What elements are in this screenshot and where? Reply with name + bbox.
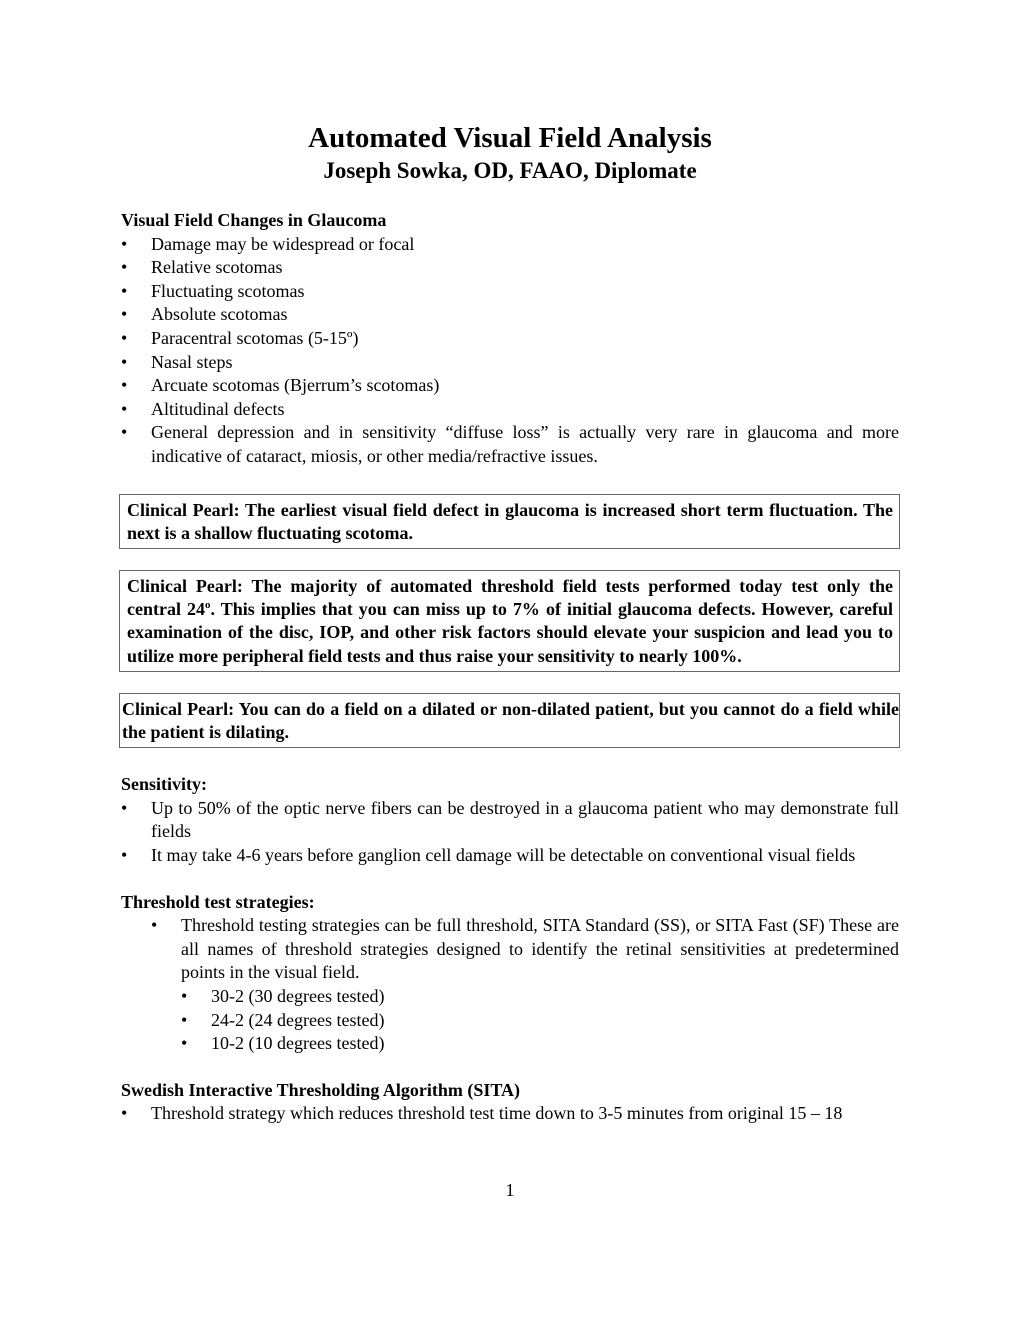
bullet-icon: •: [121, 1103, 128, 1124]
list-item: • Threshold strategy which reduces threshold test time down to 3-5 minutes from original 15 – 18: [121, 1102, 899, 1126]
bullet-icon: •: [151, 915, 158, 936]
section-heading-glaucoma: Visual Field Changes in Glaucoma: [121, 210, 387, 230]
section-heading-sensitivity: Sensitivity:: [121, 774, 208, 795]
bullet-icon: •: [181, 1033, 188, 1054]
bullet-icon: •: [121, 351, 128, 372]
list-item: • Absolute scotomas: [121, 303, 899, 327]
threshold-sub-list: [181, 985, 899, 1056]
sita-list: [121, 1102, 899, 1126]
list-item: • Nasal steps: [121, 351, 899, 375]
list-item: • Threshold testing strategies can be full threshold, SITA Standard (SS), or SITA Fast (SF) These are all names of threshold strategies designed to identify the retinal sensitivities at predetermined points in the visual field. • 30-2 (30 degrees tested) • 24-2 (24 degrees tested) • 10-2 (10 degrees tested): [151, 914, 899, 1056]
bullet-icon: •: [121, 304, 128, 325]
section-heading-sita: Swedish Interactive Thresholding Algorithm (SITA): [121, 1079, 521, 1100]
document-body: [121, 209, 899, 1126]
bullet-icon: •: [121, 327, 128, 348]
page-number: 1: [505, 1180, 515, 1200]
list-item: • General depression and in sensitivity “diffuse loss” is actually very rare in glaucoma and more indicative of cataract, miosis, or other media/refractive issues.: [121, 422, 899, 466]
section-heading-threshold: Threshold test strategies:: [121, 891, 315, 912]
clinical-pearl-box: Clinical Pearl: The earliest visual field defect in glaucoma is increased short term fluctuation. The next is a shallow fluctuating scotoma.: [119, 494, 900, 549]
bullet-icon: •: [181, 1009, 188, 1030]
list-item: • Arcuate scotomas (Bjerrum’s scotomas): [121, 374, 899, 398]
clinical-pearl-box: Clinical Pearl: You can do a field on a dilated or non-dilated patient, but you cannot do a field while the patient is dilating.: [119, 693, 900, 748]
bullet-icon: •: [121, 375, 128, 396]
bullet-icon: •: [121, 422, 128, 443]
list-item: • Relative scotomas: [121, 256, 899, 280]
list-item: • 30-2 (30 degrees tested): [181, 985, 899, 1009]
list-item: • 10-2 (10 degrees tested): [181, 1032, 899, 1056]
list-item: • It may take 4-6 years before ganglion cell damage will be detectable on conventional visual fields: [121, 844, 899, 868]
threshold-list: [121, 914, 899, 1056]
list-item: • Damage may be widespread or focal: [121, 233, 899, 257]
list-item: • Altitudinal defects: [121, 398, 899, 422]
bullet-icon: •: [181, 985, 188, 1006]
bullet-icon: •: [121, 257, 128, 278]
clinical-pearl-box: Clinical Pearl: The majority of automated threshold field tests performed today test only the central 24$^o$. This implies that you can miss up to 7% of initial glaucoma defects. However, careful examination of the disc, IOP, and other risk factors should elevate your suspicion and lead you to utilize more peripheral field tests and thus raise your sensitivity to nearly 100%.: [119, 570, 900, 672]
bullet-icon: •: [121, 844, 128, 865]
bullet-icon: •: [121, 280, 128, 301]
sensitivity-list: [121, 797, 899, 868]
bullet-icon: •: [121, 797, 128, 818]
list-item: • 24-2 (24 degrees tested): [181, 1009, 899, 1033]
document-author: Joseph Sowka, OD, FAAO, Diplomate: [323, 158, 697, 183]
glaucoma-list: [121, 233, 899, 469]
list-item: • Paracentral scotomas (5-15º): [121, 327, 899, 351]
document-title: Automated Visual Field Analysis: [308, 122, 712, 154]
list-item: • Up to 50% of the optic nerve fibers can be destroyed in a glaucoma patient who may demonstrate full fields: [121, 797, 899, 842]
bullet-icon: •: [121, 233, 128, 254]
list-item: • Fluctuating scotomas: [121, 280, 899, 304]
bullet-icon: •: [121, 398, 128, 419]
